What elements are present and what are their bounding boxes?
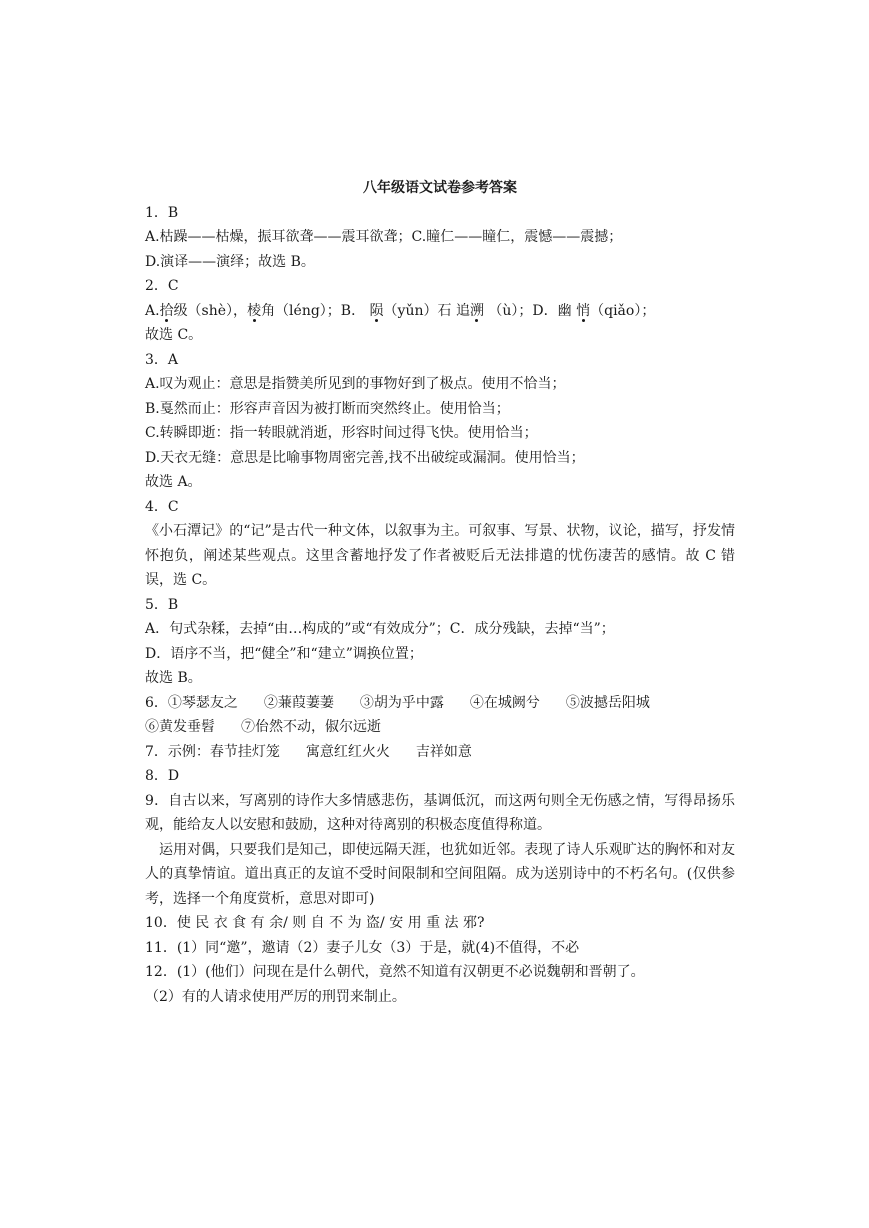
q7-item: 春节挂灯笼 <box>209 743 280 760</box>
q3-explanation-b: B.戛然而止：形容声音因为被打断而突然终止。使用恰当； <box>145 400 510 417</box>
answer-key <box>145 176 735 1009</box>
q7-item: 寓意红红火火 <box>305 743 390 760</box>
q11-answer: 11．(1）同“邀”，邀请（2）妻子儿女（3）于是，就(4)不值得，不必 <box>145 939 580 956</box>
q5-conclusion: 故选 B。 <box>145 670 202 686</box>
q3-explanation-d: D.天衣无缝：意思是比喻事物周密完善,找不出破绽或漏洞。使用恰当； <box>145 449 585 466</box>
q5-explanation-a: A．句式杂糅，去掉“由…构成的”或“有效成分”；C．成分残缺，去掉“当”； <box>145 621 615 637</box>
q6-prefix: 6． <box>145 694 168 711</box>
q2-answer: 2．C <box>145 278 179 294</box>
q6-answer-line2 <box>145 715 735 740</box>
q6-item: ①琴瑟友之 <box>167 694 238 711</box>
q6-item: ④在城阙兮 <box>469 694 540 711</box>
q3-answer: 3．A <box>145 351 179 368</box>
q8-answer: 8．D <box>145 768 180 784</box>
q3-explanation-c: C.转瞬即逝：指一转眼就消逝，形容时间过得飞快。使用恰当； <box>145 425 538 441</box>
q6-answer-line1 <box>145 691 735 716</box>
q2-explanation <box>145 299 735 324</box>
dotted-char: 拾 <box>159 302 174 319</box>
q2-conclusion: 故选 C。 <box>145 327 203 343</box>
q7-prefix: 7．示例： <box>145 743 210 760</box>
q9-answer: 9．自古以来，写离别的诗作大多情感悲伤，基调低沉，而这两句则全无伤感之情，写得昂扬乐观，能给友人以安慰和鼓励，这种对待离别的积极态度值得称道。 <box>145 792 735 833</box>
q5-explanation-d: D．语序不当，把“健全”和“建立”调换位置； <box>145 645 423 662</box>
q9-answer-analysis: 运用对偶，只要我们是知己，即使远隔天涯，也犹如近邻。表现了诗人乐观旷达的胸怀和对友人的真挚情谊。道出真正的友谊不受时间限制和空间阻隔。成为送别诗中的不朽名句。(仅供参考，选择一个角度赏析，意思对即可) <box>145 841 735 907</box>
q3-conclusion: 故选 A。 <box>145 474 202 490</box>
dotted-char: 陨 <box>369 302 384 319</box>
q2-text: （ù）；D．幽 <box>488 302 572 319</box>
q7-answer <box>145 740 735 765</box>
dotted-char: 棱 <box>247 302 262 319</box>
q2-a-prefix: A. <box>145 302 160 319</box>
q6-item: ③胡为乎中露 <box>359 694 444 711</box>
q4-explanation: 《小石潭记》的“记”是古代一种文体，以叙事为主。可叙事、写景、状物，议论，描写，抒发情怀抱负，阐述某些观点。这里含蓄地抒发了作者被贬后无法排遣的忧伤凄苦的感情。故 C 错误，选 C。 <box>145 523 735 588</box>
q5-answer: 5．B <box>145 596 179 613</box>
q1-explanation-a: A.枯躁——枯燥，振耳欲聋——震耳欲聋；C.瞳仁——瞳仁，震憾——震撼； <box>145 229 623 245</box>
q2-text: （qiǎo）； <box>590 302 656 319</box>
q7-item: 吉祥如意 <box>415 743 472 760</box>
q6-item: ⑦佁然不动，俶尔远逝 <box>241 719 381 735</box>
q6-item: ②蒹葭萋萋 <box>263 694 334 711</box>
q1-explanation-d: D.演译——演绎；故选 B。 <box>145 253 315 270</box>
q2-text: 级（shè）， <box>173 302 248 319</box>
q4-answer: 4．C <box>145 498 179 515</box>
q12-answer-2: （2）有的人请求使用严厉的刑罚来制止。 <box>145 988 406 1005</box>
q12-answer-1: 12．(1）(他们）问现在是什么朝代，竟然不知道有汉朝更不必说魏朝和晋朝了。 <box>145 964 645 980</box>
q6-item: ⑤波撼岳阳城 <box>565 694 650 711</box>
q2-text: 角（léng）；B． <box>261 302 366 319</box>
q3-explanation-a: A.叹为观止：意思是指赞美所见到的事物好到了极点。使用不恰当； <box>145 376 566 392</box>
page-title: 八年级语文试卷参考答案 <box>363 180 517 196</box>
dotted-char: 悄 <box>576 302 591 319</box>
dotted-char: 溯 <box>469 302 484 319</box>
q10-answer: 10．使 民 衣 食 有 余/ 则 自 不 为 盗/ 安 用 重 法 邪? <box>145 915 485 931</box>
q6-item: ⑥黄发垂髫 <box>145 719 215 735</box>
q2-text: （yǔn）石 追 <box>383 302 470 319</box>
q1-answer: 1．B <box>145 204 179 221</box>
